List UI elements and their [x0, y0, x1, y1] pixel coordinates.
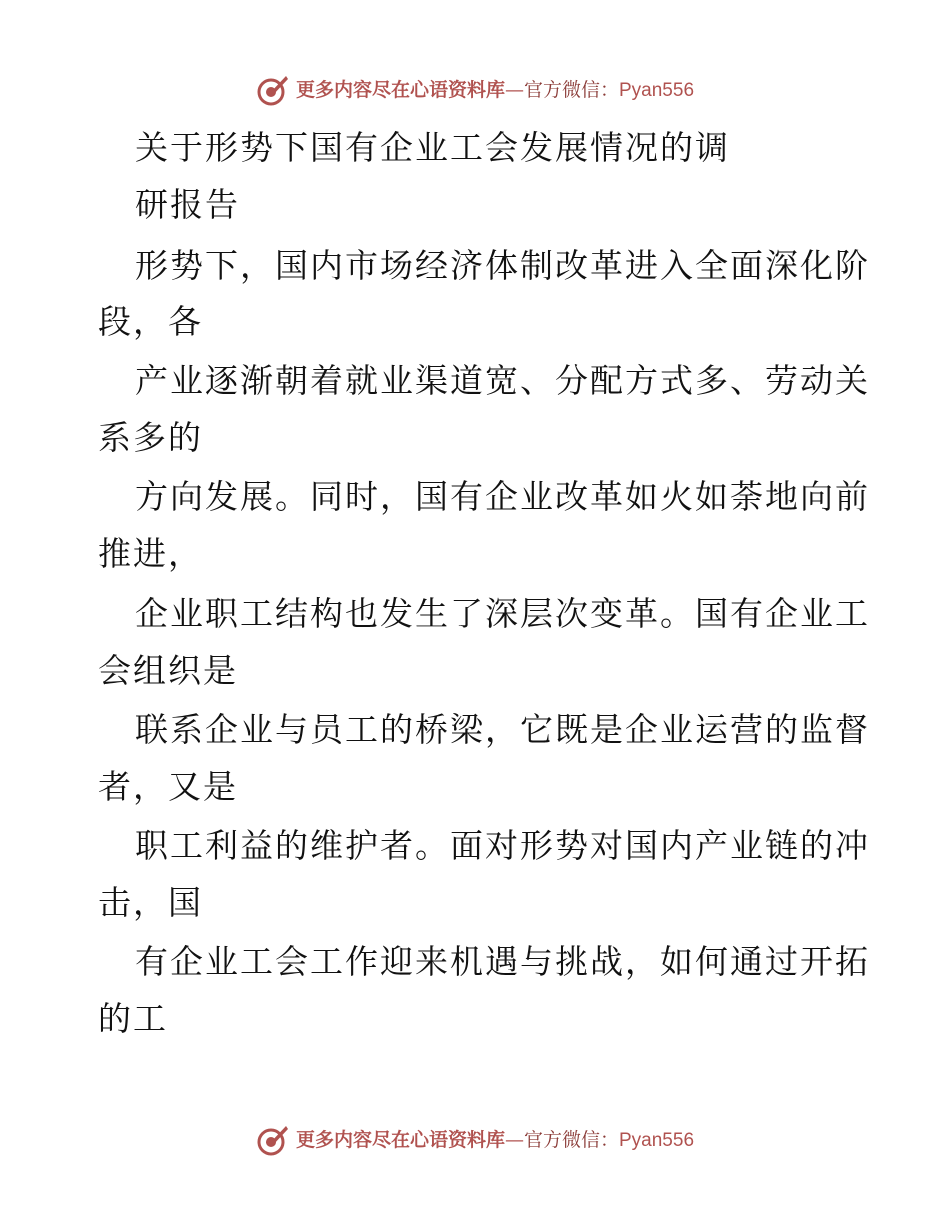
- paragraph-line: 企业职工结构也发生了深层次变革。国有企业工: [135, 594, 870, 633]
- paragraph-line: 系多的: [98, 418, 203, 457]
- banner-main-text: 更多内容尽在心语资料库: [295, 1128, 505, 1151]
- banner-wechat-id: Pyan556: [619, 79, 695, 101]
- paragraph-line: 有企业工会工作迎来机遇与挑战，如何通过开拓: [135, 942, 870, 981]
- paragraph-line: 方向发展。同时，国有企业改革如火如荼地向前: [135, 477, 870, 516]
- doc-title-line-2: 研报告: [135, 185, 240, 224]
- paragraph-line: 职工利益的维护者。面对形势对国内产业链的冲: [135, 826, 870, 865]
- quill-logo-icon: [256, 73, 290, 107]
- paragraph-line: 者，又是: [98, 767, 238, 806]
- paragraph-line: 会组织是: [98, 651, 238, 690]
- paragraph-line: 击，国: [98, 883, 203, 922]
- paragraph-line: 推进，: [98, 534, 203, 573]
- banner-dash: —: [504, 1128, 524, 1151]
- paragraph-line: 形势下，国内市场经济体制改革进入全面深化阶: [135, 246, 870, 285]
- banner-wechat-label: 官方微信：: [523, 1128, 619, 1151]
- paragraph-line: 的工: [98, 999, 168, 1038]
- footer-banner: [0, 1122, 950, 1158]
- banner-dash: —: [504, 78, 524, 101]
- header-banner: [0, 72, 950, 108]
- banner-wechat-label: 官方微信：: [523, 78, 619, 101]
- paragraph-line: 联系企业与员工的桥梁，它既是企业运营的监督: [135, 710, 870, 749]
- banner-wechat-id: Pyan556: [619, 1129, 695, 1151]
- doc-title-line-1: 关于形势下国有企业工会发展情况的调: [135, 128, 730, 167]
- paragraph-line: 产业逐渐朝着就业渠道宽、分配方式多、劳动关: [135, 361, 870, 400]
- quill-logo-icon: [256, 1123, 290, 1157]
- paragraph-line: 段，各: [98, 302, 203, 341]
- banner-main-text: 更多内容尽在心语资料库: [295, 78, 505, 101]
